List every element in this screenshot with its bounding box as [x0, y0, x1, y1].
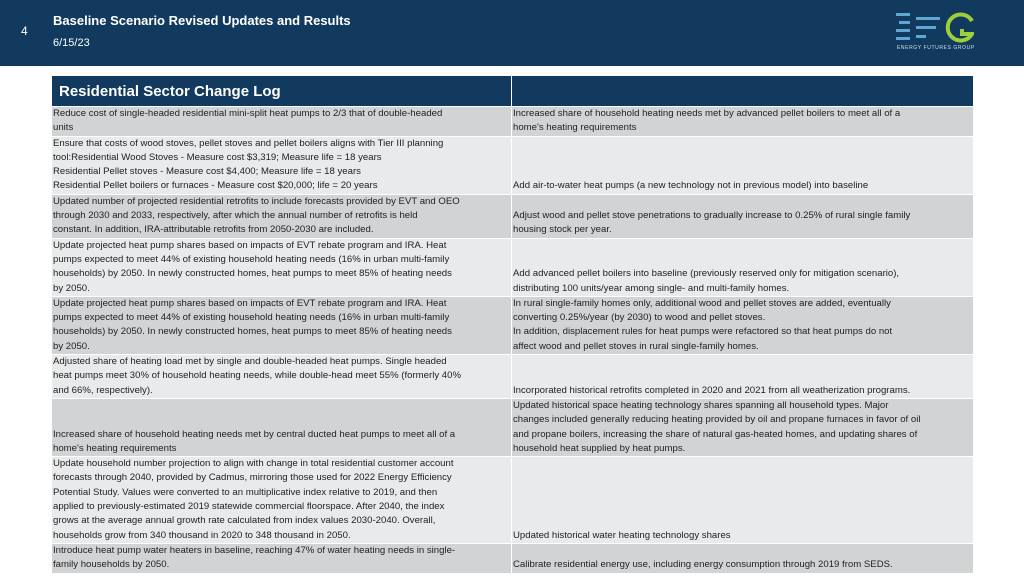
entry-line: Potential Study. Values were converted to an multiplicative index relative to 2019, and then	[53, 486, 438, 498]
entry-line: applied to previously-estimated 2019 statewide commercial floorspace. After 2040, the index	[53, 501, 445, 513]
change-entry-right	[512, 107, 974, 137]
slide-date: 6/15/23	[53, 37, 90, 49]
slide-header-bar	[0, 0, 1024, 66]
entry-line: Add air-to-water heat pumps (a new technology not in previous model) into baseline	[513, 180, 869, 192]
change-entry-left	[52, 457, 512, 544]
table-title: Residential Sector Change Log	[52, 76, 512, 107]
entry-line: Introduce heat pump water heaters in baseline, reaching 47% of water heating needs in single-	[53, 544, 456, 556]
entry-line: by 2050.	[53, 340, 90, 352]
change-entry-left	[52, 543, 512, 573]
entry-line: In addition, displacement rules for heat pumps were refactored so that heat pumps do not	[513, 326, 893, 338]
change-entry-left	[52, 107, 512, 137]
table-row	[52, 355, 974, 399]
entry-line: distributing 100 units/year among single- and multi-family homes.	[513, 282, 790, 294]
entry-line: Residential Pellet boilers or furnaces - Measure cost $20,000; life = 20 years	[53, 180, 378, 192]
entry-line: households grow from 340 thousand in 2020 to 348 thousand in 2050.	[53, 529, 351, 541]
entry-line: Add advanced pellet boilers into baseline (previously reserved only for mitigation scenario),	[513, 268, 900, 280]
entry-line: home's heating requirements	[513, 122, 637, 134]
entry-line: home's heating requirements	[53, 442, 177, 454]
entry-line: forecasts through 2040, provided by Cadmus, mirroring those used for 2022 Energy Efficiency	[53, 472, 452, 484]
entry-line: pumps expected to meet 44% of existing household heating needs (16% in urban multi-family	[53, 312, 450, 324]
table-title-blank	[512, 76, 974, 107]
table-row	[52, 136, 974, 194]
entry-line: Increased share of household heating needs met by central ducted heat pumps to meet all of a	[53, 428, 456, 440]
entry-line: Updated number of projected residential retrofits to include forecasts provided by EVT and OEO	[53, 195, 460, 207]
entry-line: changes included generally reducing heating provided by oil and propane furnaces in favor of oil	[513, 414, 921, 426]
table-row	[52, 194, 974, 238]
entry-line: Residential Pellet stoves - Measure cost $4,400; Measure life = 18 years	[53, 166, 361, 178]
entry-line: affect wood and pellet stoves in rural single-family homes.	[513, 340, 759, 352]
change-entry-right	[512, 194, 974, 238]
entry-line: Update projected heat pump shares based on impacts of EVT rebate program and IRA. Heat	[53, 297, 447, 309]
entry-line: Increased share of household heating needs met by advanced pellet boilers to meet all of a	[513, 108, 901, 119]
entry-line: constant. In addition, IRA-attributable retrofits from 2050-2030 are included.	[53, 224, 374, 236]
entry-line: tool:Residential Wood Stoves - Measure cost $3,319; Measure life = 18 years	[53, 151, 382, 163]
change-entry-right	[512, 398, 974, 456]
entry-line: through 2030 and 2033, respectively, after which the annual number of retrofits is held	[53, 210, 418, 222]
entry-line: household heat supplied by heat pumps.	[513, 442, 686, 454]
change-entry-left	[52, 194, 512, 238]
entry-line: Calibrate residential energy use, including energy consumption through 2019 from SEDS.	[513, 559, 893, 571]
table-row	[52, 238, 974, 296]
entry-line: heat pumps meet 30% of household heating needs, while double-head meet 55% (formerly 40%	[53, 370, 461, 382]
change-log-table	[51, 75, 974, 574]
entry-line: Ensure that costs of wood stoves, pellet stoves and pellet boilers aligns with Tier III planning	[53, 137, 444, 149]
table-row	[52, 107, 974, 137]
entry-line: Update household number projection to align with change in total residential customer account	[53, 458, 454, 470]
entry-line: pumps expected to meet 44% of existing household heating needs (16% in urban multi-family	[53, 253, 450, 265]
entry-line: Update projected heat pump shares based on impacts of EVT rebate program and IRA. Heat	[53, 239, 447, 251]
change-entry-left	[52, 238, 512, 296]
entry-line: units	[53, 122, 74, 134]
entry-line: households) by 2050. In newly constructed homes, heat pumps to meet 85% of heating needs	[53, 268, 452, 280]
logo-tagline: ENERGY FUTURES GROUP	[897, 45, 975, 51]
table-row	[52, 398, 974, 456]
table-row	[52, 457, 974, 544]
change-entry-right	[512, 457, 974, 544]
entry-line: and propane boilers, increasing the share of natural gas-heated homes, and updating shares of	[513, 428, 918, 440]
entry-line: converting 0.25%/year (by 2030) to wood and pellet stoves.	[513, 312, 766, 324]
entry-line: Updated historical water heating technology shares	[513, 529, 731, 541]
change-entry-right	[512, 136, 974, 194]
entry-line: family households by 2050.	[53, 559, 170, 571]
entry-line: by 2050.	[53, 282, 90, 294]
entry-line: and 66%, respectively).	[53, 384, 153, 396]
entry-line: Reduce cost of single-headed residential mini-split heat pumps to 2/3 that of double-headed	[53, 108, 443, 119]
entry-line: grows at the average annual growth rate calculated from index values 2030-2040. Overall,	[53, 515, 436, 527]
change-entry-left	[52, 398, 512, 456]
change-entry-right	[512, 296, 974, 354]
table-row	[52, 296, 974, 354]
change-entry-left	[52, 136, 512, 194]
entry-line: In rural single-family homes only, additional wood and pellet stoves are added, eventually	[513, 297, 891, 309]
slide-title: Baseline Scenario Revised Updates and Results	[53, 13, 351, 28]
entry-line: Adjust wood and pellet stove penetrations to gradually increase to 0.25% of rural single family	[513, 210, 911, 222]
change-entry-left	[52, 355, 512, 399]
entry-line: Adjusted share of heating load met by single and double-headed heat pumps. Single headed	[53, 356, 447, 368]
entry-line: housing stock per year.	[513, 224, 612, 236]
table-row	[52, 543, 974, 573]
page-number: 4	[21, 24, 28, 38]
change-entry-right	[512, 355, 974, 399]
change-log-body	[52, 107, 974, 574]
entry-line: Incorporated historical retrofits completed in 2020 and 2021 from all weatherization programs.	[513, 384, 911, 396]
change-entry-left	[52, 296, 512, 354]
change-entry-right	[512, 543, 974, 573]
change-entry-right	[512, 238, 974, 296]
entry-line: Updated historical space heating technology shares spanning all household types. Major	[513, 399, 889, 411]
entry-line: households) by 2050. In newly constructed homes, heat pumps to meet 85% of heating needs	[53, 326, 452, 338]
